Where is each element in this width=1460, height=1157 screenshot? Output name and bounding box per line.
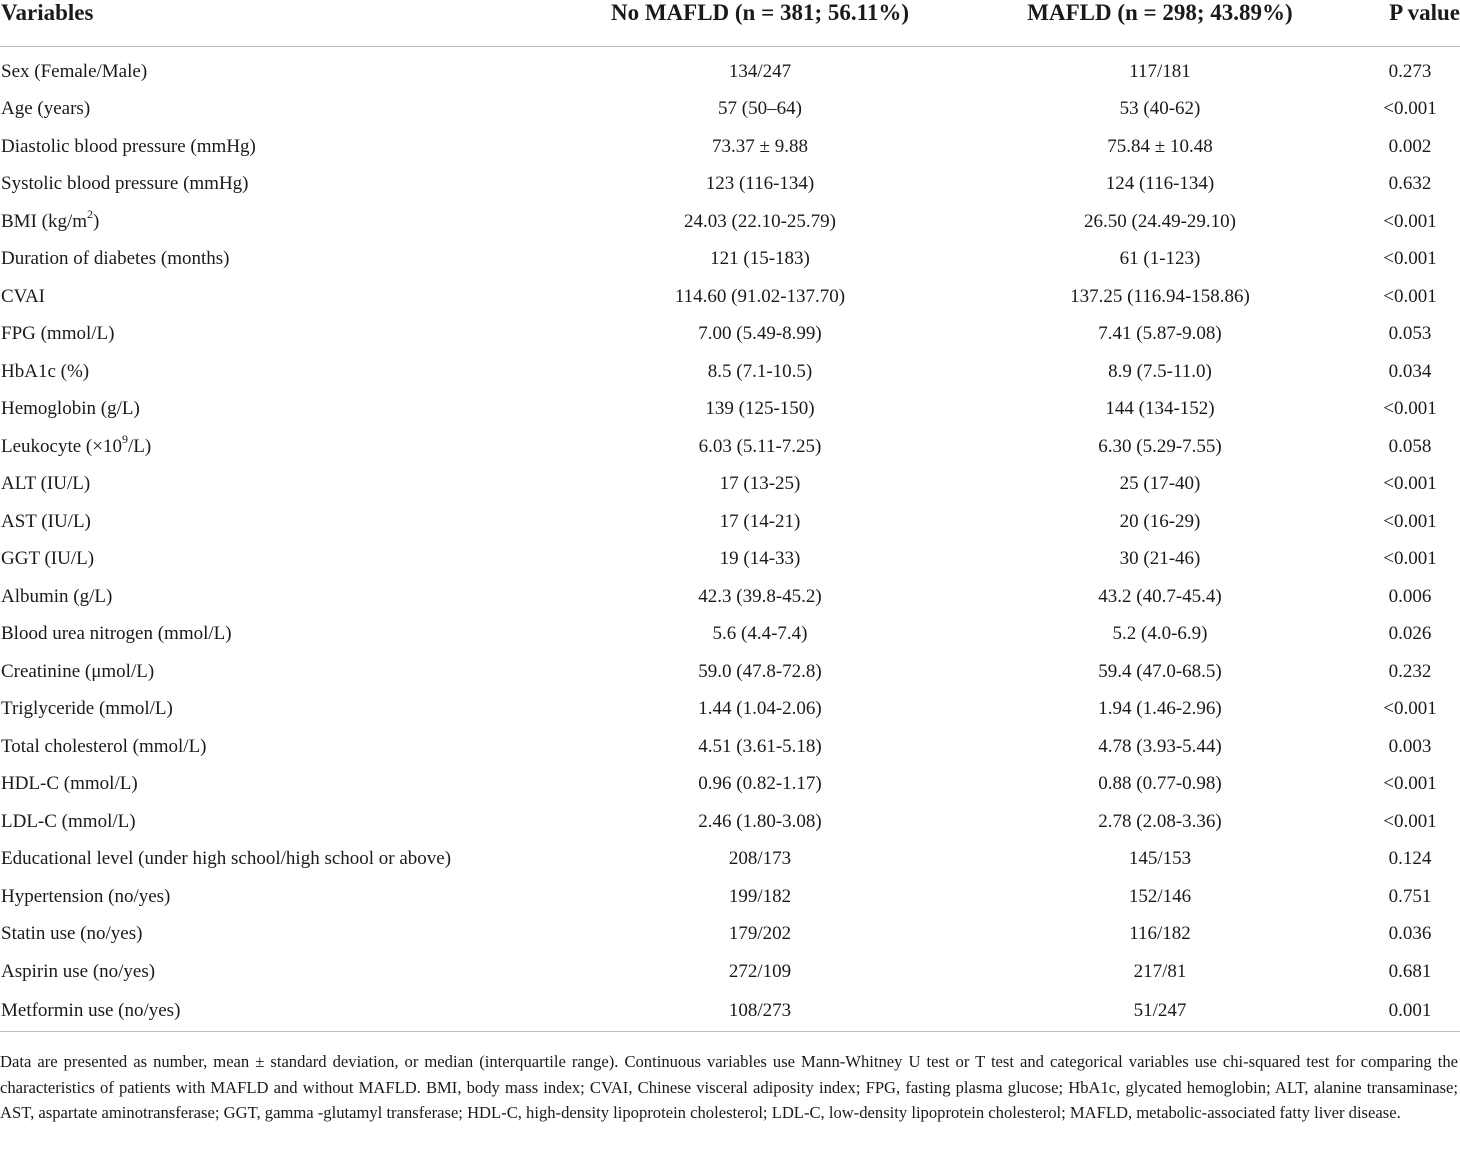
header-p-value: P value — [1360, 0, 1460, 47]
table-footnote: Data are presented as number, mean ± standard deviation, or median (interquartile range). Continuous variables use Mann-Whitney U test or T test and categorical variables use chi-squared test for comparing the characteristics of patients with MAFLD and without MAFLD. BMI, body mass index; CVAI, Chinese visceral adiposity index; FPG, fasting plasma glucose; HbA1c, glycated hemoglobin; ALT, alanine transaminase; AST, aspartate aminotransferase; GGT, gamma -glutamyl transferase; HDL-C, high-density lipoprotein cholesterol; LDL-C, low-density lipoprotein cholesterol; MAFLD, metabolic-associated fatty liver disease. — [0, 1052, 1458, 1122]
header-variables: Variables — [0, 0, 560, 47]
cell-mafld: 4.78 (3.93-5.44) — [1098, 735, 1222, 757]
cell-no-mafld: 121 (15-183) — [710, 248, 810, 270]
cell-no-mafld: 0.96 (0.82-1.17) — [698, 773, 822, 795]
cell-mafld: 7.41 (5.87-9.08) — [1098, 323, 1222, 345]
cell-p-value: <0.001 — [1383, 773, 1437, 795]
variable-superscript: 2 — [87, 207, 94, 222]
cell-p-value: <0.001 — [1383, 510, 1437, 532]
table-row — [0, 503, 1460, 541]
cell-no-mafld: 134/247 — [728, 60, 792, 82]
header-mafld: MAFLD (n = 298; 43.89%) — [960, 0, 1360, 47]
cell-p-value: 0.681 — [1388, 960, 1432, 982]
cell-mafld: 43.2 (40.7-45.4) — [1098, 585, 1222, 607]
cell-variable: Sex (Female/Male) — [1, 60, 148, 82]
cell-no-mafld: 19 (14-33) — [719, 548, 801, 570]
header-no-mafld: No MAFLD (n = 381; 56.11%) — [560, 0, 960, 47]
cell-mafld: 124 (116-134) — [1105, 173, 1215, 195]
header-row — [0, 0, 1460, 47]
cell-p-value: 0.058 — [1388, 435, 1432, 457]
cell-no-mafld: 42.3 (39.8-45.2) — [698, 585, 822, 607]
cell-p-value: 0.002 — [1388, 135, 1432, 157]
table-row — [0, 353, 1460, 391]
table-row — [0, 128, 1460, 166]
cell-mafld: 137.25 (116.94-158.86) — [1070, 285, 1250, 307]
cell-p-value: 0.036 — [1388, 923, 1432, 945]
cell-variable: Triglyceride (mmol/L) — [1, 698, 173, 720]
table-row — [0, 391, 1460, 429]
cell-variable: HDL-C (mmol/L) — [1, 773, 138, 795]
table-row — [0, 953, 1460, 991]
variable-text: Leukocyte (×10 — [1, 435, 122, 457]
cell-p-value: 0.003 — [1388, 735, 1432, 757]
table-row — [0, 578, 1460, 616]
cell-mafld: 152/146 — [1128, 885, 1192, 907]
cell-no-mafld: 17 (14-21) — [719, 510, 801, 532]
cell-variable: Hemoglobin (g/L) — [1, 398, 140, 420]
table-row — [0, 428, 1460, 466]
table-row — [0, 653, 1460, 691]
table-row — [0, 878, 1460, 916]
cell-mafld: 8.9 (7.5-11.0) — [1108, 360, 1212, 382]
table-row — [0, 466, 1460, 504]
cell-no-mafld: 17 (13-25) — [719, 473, 801, 495]
cell-no-mafld: 6.03 (5.11-7.25) — [698, 435, 822, 457]
cell-mafld: 117/181 — [1129, 60, 1191, 82]
table-row — [0, 991, 1460, 1032]
table-row — [0, 166, 1460, 204]
cell-p-value: <0.001 — [1383, 285, 1437, 307]
cell-p-value: 0.006 — [1388, 585, 1432, 607]
cell-p-value: <0.001 — [1383, 548, 1437, 570]
cell-p-value: <0.001 — [1383, 98, 1437, 120]
cell-p-value: 0.124 — [1388, 848, 1432, 870]
variable-superscript: 9 — [121, 432, 128, 447]
cell-no-mafld: 108/273 — [560, 991, 960, 1032]
cell-mafld: 5.2 (4.0-6.9) — [1112, 623, 1208, 645]
cell-no-mafld: 1.44 (1.04-2.06) — [698, 698, 822, 720]
cell-variable: ALT (IU/L) — [1, 473, 91, 495]
cell-variable: Metformin use (no/yes) — [0, 991, 560, 1032]
cell-no-mafld: 123 (116-134) — [705, 173, 815, 195]
table-row — [0, 241, 1460, 279]
table-row — [0, 541, 1460, 579]
cell-p-value: <0.001 — [1383, 398, 1437, 420]
cell-no-mafld: 139 (125-150) — [705, 398, 815, 420]
cell-mafld: 51/247 — [960, 991, 1360, 1032]
cell-p-value: 0.034 — [1388, 360, 1432, 382]
cell-mafld: 30 (21-46) — [1119, 548, 1201, 570]
table-row — [0, 691, 1460, 729]
cell-variable — [0, 428, 560, 466]
cell-mafld: 116/182 — [1129, 923, 1191, 945]
cell-variable: Hypertension (no/yes) — [1, 885, 171, 907]
cell-no-mafld: 73.37 ± 9.88 — [712, 135, 808, 157]
variable-text-suffix: ) — [93, 210, 100, 232]
cell-mafld: 61 (1-123) — [1119, 248, 1201, 270]
cell-mafld: 217/81 — [1133, 960, 1187, 982]
cell-mafld: 59.4 (47.0-68.5) — [1098, 660, 1222, 682]
cell-variable: HbA1c (%) — [1, 360, 90, 382]
cell-variable: Duration of diabetes (months) — [1, 248, 230, 270]
cell-mafld: 25 (17-40) — [1119, 473, 1201, 495]
variable-text: BMI (kg/m — [1, 210, 88, 232]
cell-mafld: 0.88 (0.77-0.98) — [1098, 773, 1222, 795]
cell-p-value: <0.001 — [1383, 698, 1437, 720]
cell-no-mafld: 24.03 (22.10-25.79) — [684, 210, 836, 232]
cell-no-mafld: 2.46 (1.80-3.08) — [698, 810, 822, 832]
cell-variable: Albumin (g/L) — [1, 585, 113, 607]
table-row — [0, 278, 1460, 316]
cell-mafld: 144 (134-152) — [1105, 398, 1215, 420]
cell-p-value: 0.751 — [1388, 885, 1432, 907]
cell-no-mafld: 7.00 (5.49-8.99) — [698, 323, 822, 345]
table-row — [0, 47, 1460, 91]
cell-mafld: 20 (16-29) — [1119, 510, 1201, 532]
table-row — [0, 316, 1460, 354]
cell-mafld: 1.94 (1.46-2.96) — [1098, 698, 1222, 720]
cell-variable: Educational level (under high school/high school or above) — [1, 848, 452, 870]
cell-variable: FPG (mmol/L) — [1, 323, 115, 345]
cell-no-mafld: 199/182 — [728, 885, 792, 907]
cell-mafld: 26.50 (24.49-29.10) — [1084, 210, 1236, 232]
cell-p-value: <0.001 — [1383, 473, 1437, 495]
cell-mafld: 2.78 (2.08-3.36) — [1098, 810, 1222, 832]
cell-variable: Total cholesterol (mmol/L) — [1, 735, 207, 757]
cell-p-value: 0.273 — [1388, 60, 1432, 82]
cell-p-value: 0.632 — [1388, 173, 1432, 195]
cell-p-value: <0.001 — [1383, 210, 1437, 232]
cell-mafld: 145/153 — [1128, 848, 1192, 870]
cell-variable: Systolic blood pressure (mmHg) — [1, 173, 249, 195]
table-row — [0, 841, 1460, 879]
cell-p-value: 0.001 — [1360, 991, 1460, 1032]
cell-no-mafld: 57 (50–64) — [718, 98, 802, 120]
table-row — [0, 766, 1460, 804]
variable-text-suffix: /L) — [127, 435, 152, 457]
cell-no-mafld: 4.51 (3.61-5.18) — [698, 735, 822, 757]
cell-no-mafld: 179/202 — [728, 923, 792, 945]
table-row — [0, 203, 1460, 241]
cell-p-value: 0.232 — [1388, 660, 1432, 682]
cell-variable: GGT (IU/L) — [1, 548, 95, 570]
cell-variable: Aspirin use (no/yes) — [1, 960, 156, 982]
table-row — [0, 616, 1460, 654]
cell-variable — [0, 203, 560, 241]
table-header — [0, 0, 1460, 47]
cell-mafld: 75.84 ± 10.48 — [1107, 135, 1213, 157]
table-row — [0, 728, 1460, 766]
cell-variable: AST (IU/L) — [1, 510, 91, 532]
cell-p-value: 0.026 — [1388, 623, 1432, 645]
cell-variable: Creatinine (μmol/L) — [1, 660, 155, 682]
cell-p-value: <0.001 — [1383, 248, 1437, 270]
cell-variable: Age (years) — [1, 98, 91, 120]
cell-variable: Statin use (no/yes) — [1, 923, 143, 945]
cell-no-mafld: 208/173 — [728, 848, 792, 870]
cell-no-mafld: 5.6 (4.4-7.4) — [712, 623, 808, 645]
cell-no-mafld: 59.0 (47.8-72.8) — [698, 660, 822, 682]
cell-no-mafld: 8.5 (7.1-10.5) — [707, 360, 813, 382]
cell-variable: Blood urea nitrogen (mmol/L) — [1, 623, 232, 645]
cell-variable: LDL-C (mmol/L) — [1, 810, 136, 832]
table-row — [0, 91, 1460, 129]
cell-p-value: <0.001 — [1383, 810, 1437, 832]
cell-p-value: 0.053 — [1388, 323, 1432, 345]
cell-mafld: 6.30 (5.29-7.55) — [1098, 435, 1222, 457]
table-row — [0, 803, 1460, 841]
table-body — [0, 47, 1460, 1032]
cell-variable: CVAI — [1, 285, 45, 307]
cell-variable: Diastolic blood pressure (mmHg) — [1, 135, 256, 157]
cell-mafld: 53 (40-62) — [1119, 98, 1201, 120]
cell-no-mafld: 114.60 (91.02-137.70) — [674, 285, 846, 307]
table-row — [0, 916, 1460, 954]
cell-no-mafld: 272/109 — [728, 960, 792, 982]
